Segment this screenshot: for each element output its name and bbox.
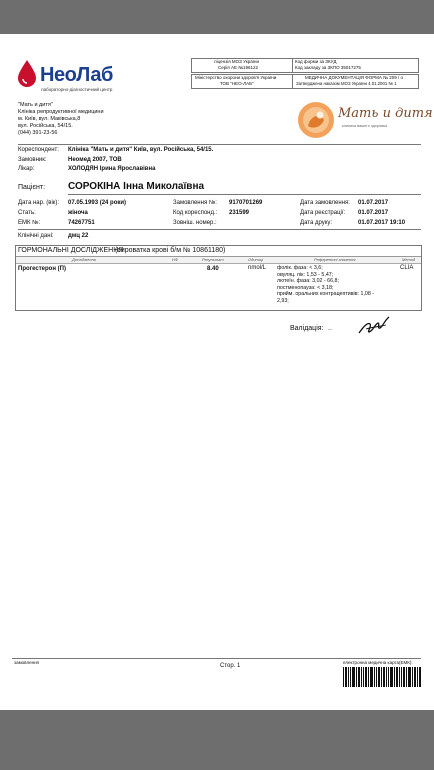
print-date-label: Дата друку: <box>300 220 333 226</box>
col-method: Метод <box>402 257 416 262</box>
validation-label: Валідація: <box>290 325 324 332</box>
reg-date-value: 01.07.2017 <box>358 210 389 216</box>
validation-dots: .. <box>328 325 332 332</box>
order-date-value: 01.07.2017 <box>358 200 389 206</box>
ref-line: прийм. оральних контрацептивів: 1,08 - <box>277 291 375 297</box>
corr-code-label: Код кореспонд.: <box>173 210 218 216</box>
clinic-name: "Мать и дитя" <box>18 102 53 108</box>
med-doc-box <box>292 74 419 89</box>
ministry-text: Міністерство охорони здоров'я України <box>195 75 277 80</box>
reg-date-label: Дата реєстрації: <box>300 210 346 216</box>
footer-left: замовлення <box>14 660 39 665</box>
logo-subtitle: лабораторно-діагностичний центр <box>41 87 113 92</box>
patient-name: СОРОКІНА Інна Миколаївна <box>68 181 205 192</box>
partner-logo <box>296 100 433 140</box>
emk-label: ЕМК №: <box>18 220 41 226</box>
sex-label: Стать: <box>18 210 36 216</box>
correspondent-label: Кореспондент: <box>18 147 59 153</box>
signature <box>356 312 392 338</box>
dob-label: Дата нар. (вік): <box>18 200 60 206</box>
med-doc-text: МЕДИЧНА ДОКУМЕНТАЦІЯ ФОРМА № 209 / о <box>305 75 404 80</box>
ref-line: лютеїн. фаза: 3,02 - 66,8; <box>277 278 339 284</box>
emk-footer-label: електронна медична карта(ЕМК): <box>343 660 413 665</box>
company-text: ТОВ "НЕО-ЛАБ" <box>220 81 254 86</box>
lab-report-page <box>0 34 434 710</box>
customer-value: Неомед 2007, ТОВ <box>68 157 122 163</box>
print-date-value: 01.07.2017 19:10 <box>358 220 406 226</box>
neolab-drop-icon <box>16 58 38 88</box>
partner-logo-text: Мать и дитя <box>338 106 433 121</box>
patient-underline <box>68 194 421 195</box>
ref-line: овуляц. пік: 1,53 - 5,47; <box>277 271 334 278</box>
test-name: Прогестерон (П) <box>18 266 66 272</box>
clinical-label: Клінічні дані: <box>18 233 54 239</box>
order-value: 9170701269 <box>229 200 263 206</box>
footer-divider <box>12 658 421 659</box>
customer-label: Замовник: <box>18 157 47 163</box>
col-result: Результат <box>202 257 224 262</box>
sex-value: жіноча <box>68 210 88 216</box>
test-result: 8.40 <box>207 266 219 272</box>
approved-text: Затверджена наказом МОЗ України 4.01.2001 № 1 <box>296 81 397 86</box>
emk-value: 74267751 <box>68 220 95 226</box>
order-label: Замовлення №: <box>173 200 217 206</box>
barcode <box>343 667 421 687</box>
col-unit: Одиниці <box>248 257 264 262</box>
section-header <box>16 246 421 257</box>
partner-logo-sub: клиника вашего здоровья <box>342 124 388 128</box>
license-series: Серія АЕ №196122 <box>218 65 259 70</box>
code-zkpo: Код закладу за ЗКПО 35017275 <box>295 65 361 70</box>
bottom-bar <box>0 710 434 770</box>
doctor-label: Лікар: <box>18 166 35 172</box>
section-title: ГОРМОНАЛЬНІ ДОСЛІДЖЕННЯ <box>18 247 124 254</box>
ref-line: 2,93; <box>277 297 289 304</box>
correspondent-value: Клініка "Мать и дитя" Київ, вул. Російська, 54/15. <box>68 147 214 153</box>
order-date-label: Дата замовлення: <box>300 200 350 206</box>
col-ref: Референтні значення <box>314 257 356 262</box>
corr-code-value: 231599 <box>229 210 250 216</box>
codes-box <box>292 58 419 73</box>
clinical-value: дмц 22 <box>68 233 89 239</box>
test-unit: nmol/L <box>248 265 267 271</box>
ministry-box <box>191 74 293 89</box>
ref-line: постменопауза: < 3,18; <box>277 284 334 291</box>
mother-child-icon <box>296 100 336 140</box>
doctor-value: ХОЛОДЯН Ірина Ярославівна <box>68 166 156 172</box>
ref-line: фолік. фаза: < 3,6; <box>277 265 323 271</box>
top-bar <box>0 0 434 34</box>
test-method: CLIA <box>400 265 414 271</box>
patient-label: Пацієнт: <box>18 184 46 191</box>
divider <box>18 144 421 145</box>
col-nf: НФ <box>172 257 179 262</box>
logo-name: НеоЛаб <box>40 64 113 86</box>
section-subtitle: (сироватка крові б/м № 10861180) <box>115 247 226 254</box>
clinic-line2: м. Київ, вул. Маківська,8 <box>18 116 81 122</box>
results-table <box>15 245 422 311</box>
details-divider <box>18 229 421 230</box>
dob-value: 07.05.1993 (24 роки) <box>68 200 127 206</box>
license-box <box>191 58 293 73</box>
table-header-row <box>16 257 421 264</box>
license-text: ліцензія МОЗ України <box>214 59 259 64</box>
clinic-phone: (044) 391-23-56 <box>18 130 58 136</box>
ext-number-label: Зовніш. номер.: <box>173 220 217 226</box>
page-number: Стор. 1 <box>220 663 241 669</box>
clinic-line3: вул. Російська, 54/15. <box>18 123 73 129</box>
col-test: Дослідження <box>72 257 96 262</box>
code-zkud: Код форми за ЗКУД <box>295 59 337 64</box>
clinic-line1: Клініка репродуктивної медицини <box>18 109 104 115</box>
reference-values <box>277 265 374 304</box>
